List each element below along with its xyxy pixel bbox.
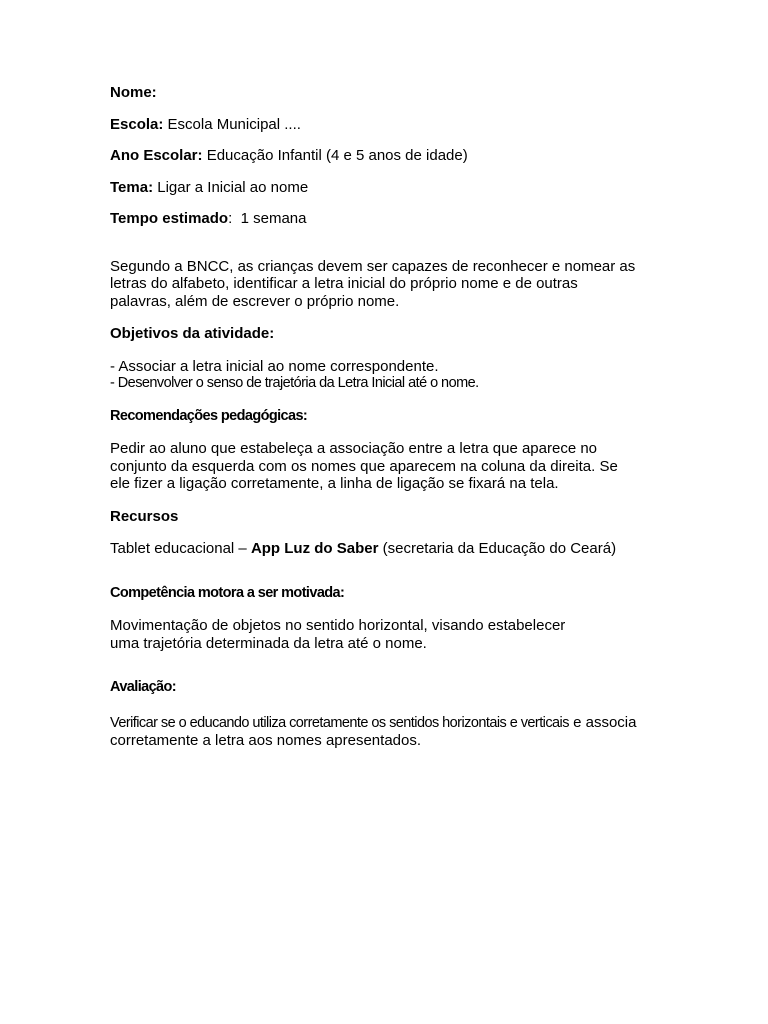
field-tempo-estimado-value: 1 semana [240, 210, 307, 227]
avaliacao-line1-narrow: Verificar se o educando utiliza corretamente os sentidos horizontais e verticais [110, 714, 569, 731]
field-tema-label: Tema: [110, 178, 154, 196]
recursos-app-name: App Luz do Saber [250, 540, 379, 557]
field-escola [110, 116, 670, 134]
field-nome [110, 84, 670, 102]
field-tempo-estimado [110, 210, 670, 228]
field-tema [110, 179, 670, 197]
field-nome-label: Nome: [110, 84, 157, 101]
objetivos-section [110, 325, 670, 393]
field-escola-value: Escola Municipal .... [167, 115, 301, 133]
recomendacoes-line: conjunto da esquerda com os nomes que aparecem na coluna da direita. Se [110, 457, 618, 475]
field-ano-escolar-label: Ano Escolar: [110, 147, 203, 164]
recursos-line [110, 540, 670, 558]
recursos-suffix: (secretaria da Educação do Ceará) [378, 540, 617, 557]
recursos-prefix: Tablet educacional – [110, 540, 251, 557]
field-tempo-estimado-label: Tempo estimado [110, 210, 229, 227]
avaliacao-heading: Avaliação: [110, 679, 176, 695]
recomendacoes-line: Pedir ao aluno que estabeleça a associação entre a letra que aparece no [110, 440, 598, 457]
avaliacao-line [110, 714, 670, 733]
recursos-section [110, 508, 670, 558]
intro-paragraph [110, 258, 670, 311]
recomendacoes-section [110, 408, 670, 493]
competencia-heading: Competência motora a ser motivada: [110, 584, 345, 601]
objetivo-item: - Desenvolver o senso de trajetória da Letra Inicial até o nome. [110, 375, 479, 391]
competencia-line: uma trajetória determinada da letra até o nome. [110, 634, 427, 652]
field-escola-label: Escola: [110, 115, 164, 133]
field-ano-escolar [110, 147, 670, 165]
recomendacoes-heading: Recomendações pedagógicas: [110, 407, 308, 424]
objetivos-heading: Objetivos da atividade: [110, 325, 275, 342]
avaliacao-line1-rest: e associa [568, 713, 637, 731]
intro-line: letras do alfabeto, identificar a letra inicial do próprio nome e de outras [110, 275, 578, 292]
field-tempo-estimado-sep: : [228, 210, 233, 227]
intro-line: palavras, além de escrever o próprio nome. [110, 292, 400, 310]
recomendacoes-line: ele fizer a ligação corretamente, a linha de ligação se fixará na tela. [110, 475, 559, 492]
recursos-heading: Recursos [110, 507, 179, 525]
intro-line: Segundo a BNCC, as crianças devem ser capazes de reconhecer e nomear as [110, 257, 636, 275]
objetivo-item: - Associar a letra inicial ao nome correspondente. [110, 357, 439, 375]
competencia-section [110, 585, 670, 653]
document-page [110, 84, 670, 765]
avaliacao-line: corretamente a letra aos nomes apresentados. [110, 732, 422, 749]
avaliacao-section [110, 679, 670, 750]
competencia-line: Movimentação de objetos no sentido horizontal, visando estabelecer [110, 617, 566, 634]
field-ano-escolar-value: Educação Infantil (4 e 5 anos de idade) [206, 147, 468, 164]
field-tema-value: Ligar a Inicial ao nome [157, 178, 309, 196]
